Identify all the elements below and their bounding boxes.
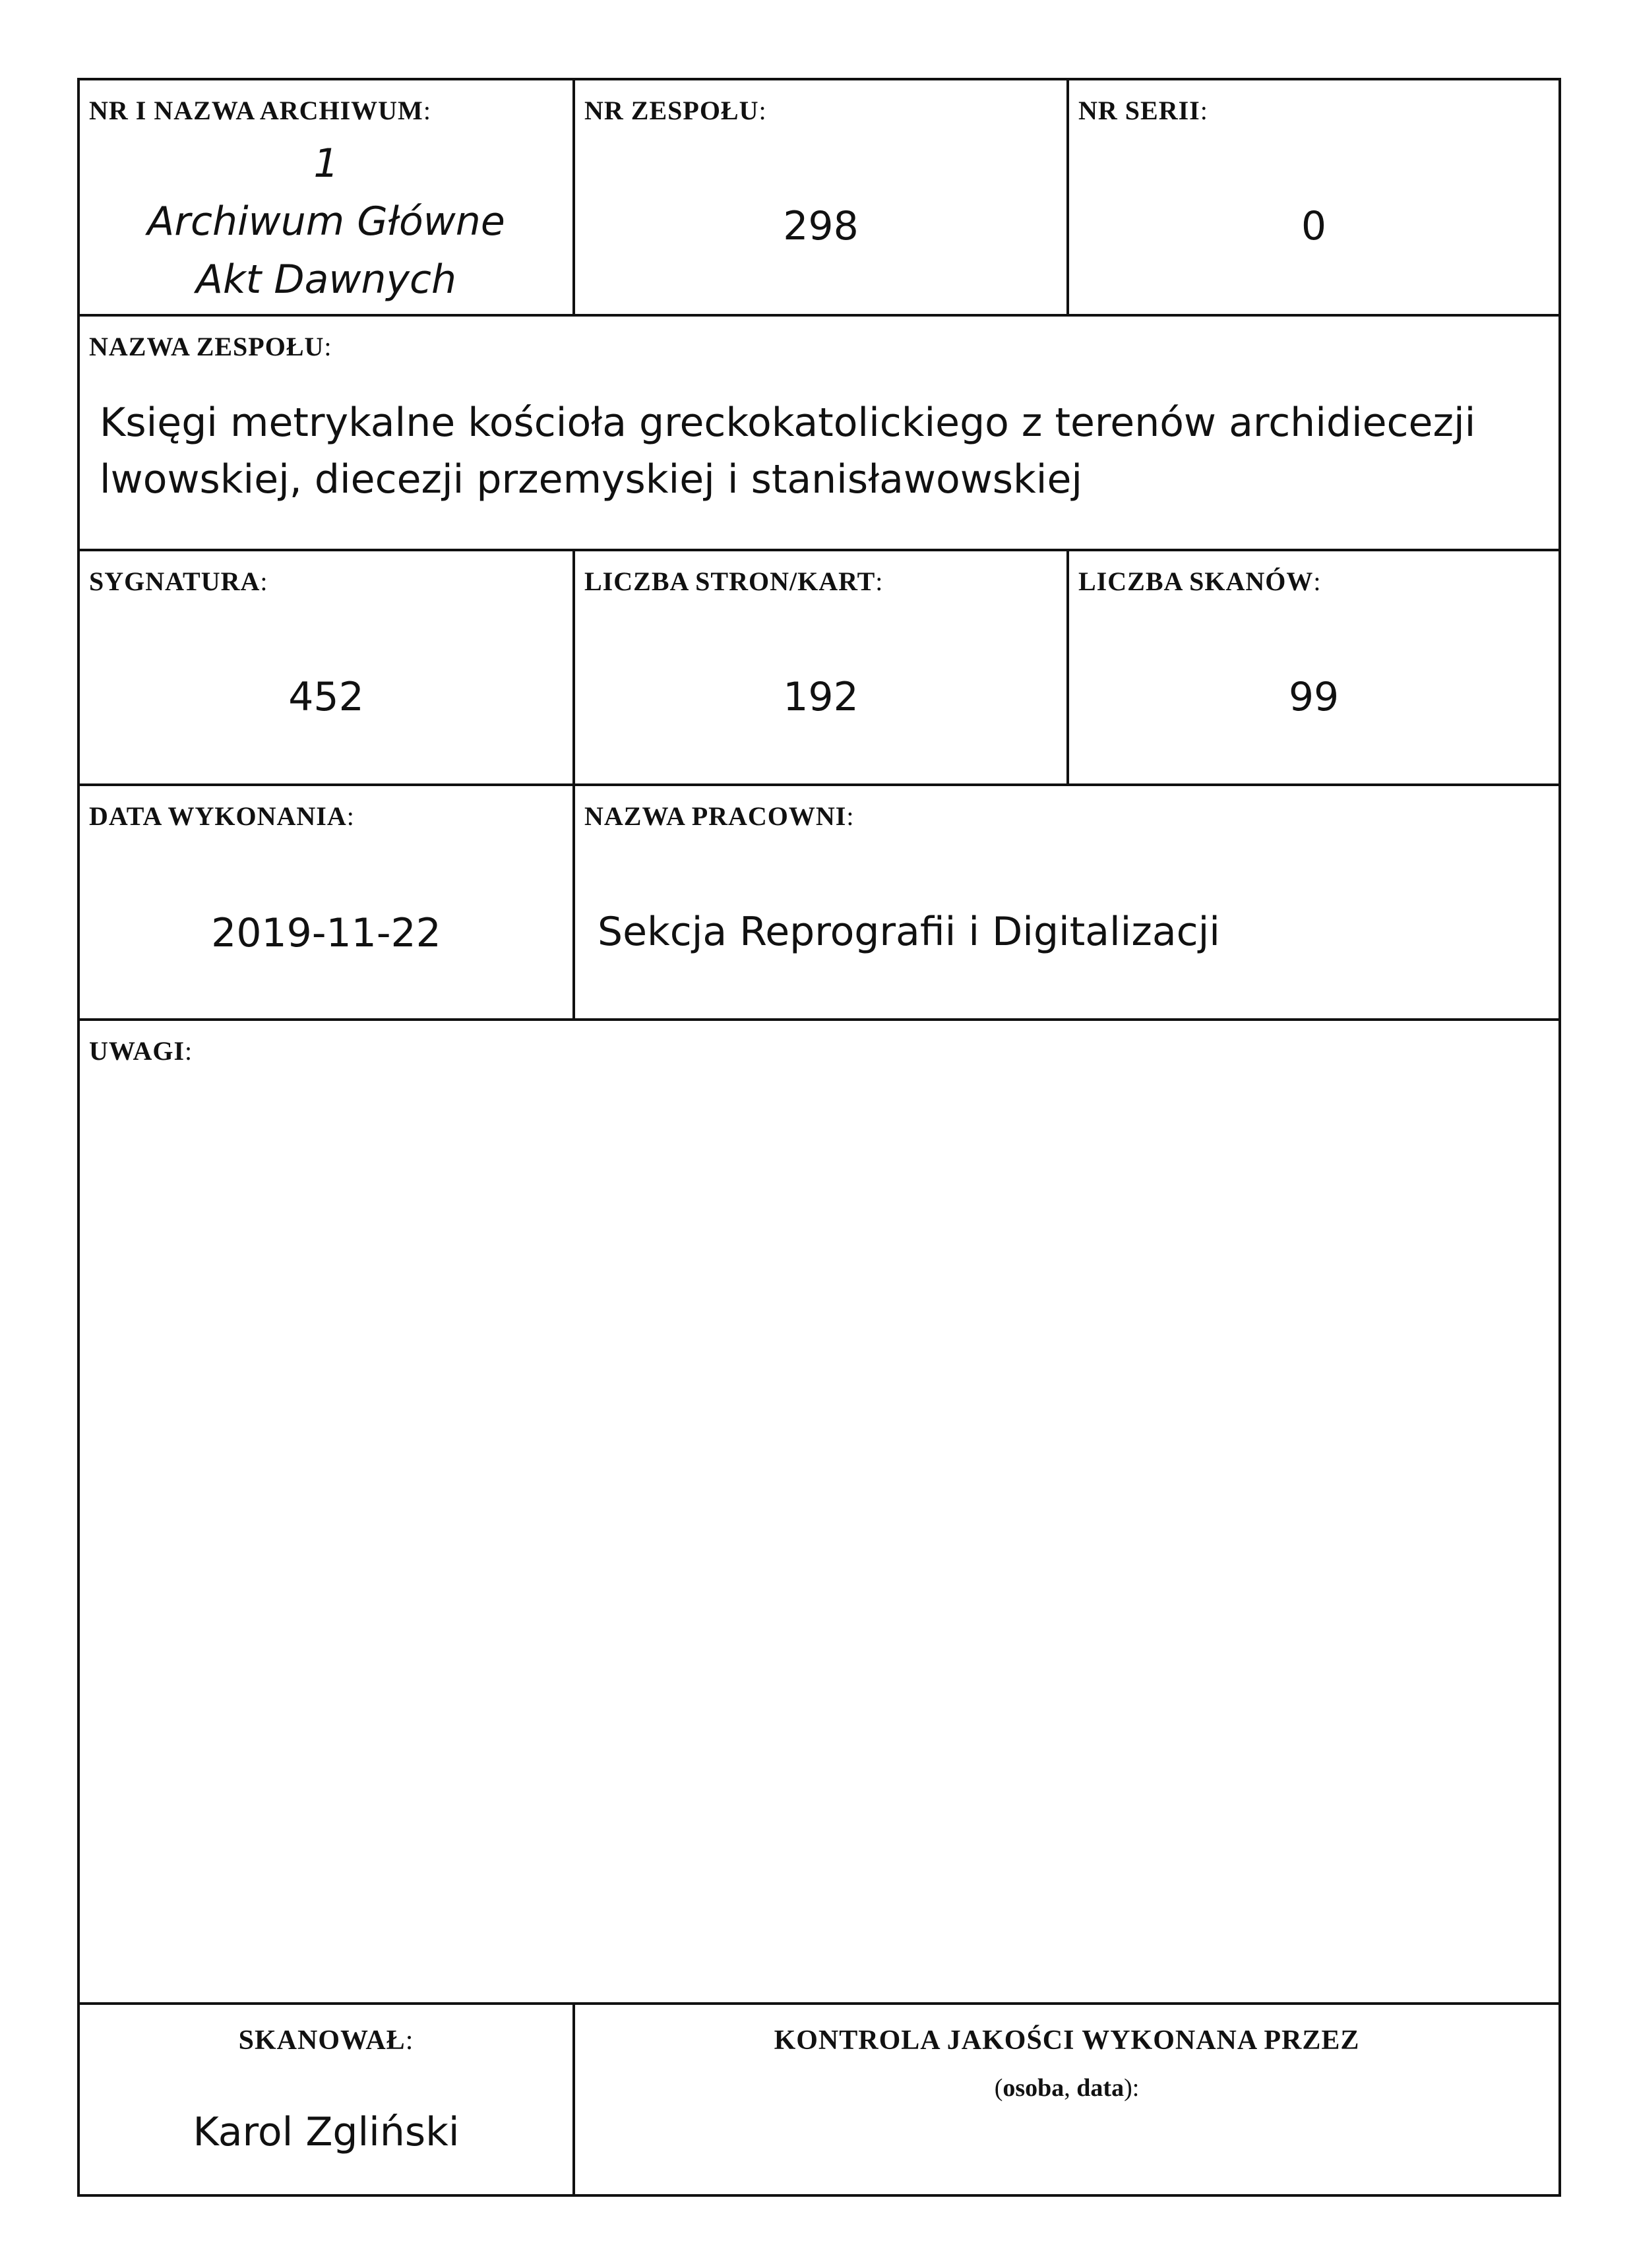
metadata-form	[77, 78, 1561, 2197]
signature-label: SYGNATURA:	[89, 567, 268, 596]
archive-value	[80, 135, 572, 309]
scans-count-label: LICZBA SKANÓW:	[1078, 567, 1322, 596]
fonds-name-value: Księgi metrykalne kościoła greckokatolickiego z terenów archidiecezji lwowskiej, diecezji przemyskiej i stanisławowskiej	[100, 400, 1476, 503]
execution-date-cell	[80, 786, 572, 1018]
archive-number: 1	[313, 140, 339, 187]
fonds-number-value: 298	[783, 203, 859, 249]
quality-control-cell	[575, 2005, 1558, 2194]
fonds-number-label: NR ZESPOŁU:	[584, 96, 767, 125]
fonds-name-cell	[80, 317, 1558, 549]
scans-count-cell	[1069, 551, 1558, 783]
workshop-value: Sekcja Reprografii i Digitalizacji	[598, 909, 1220, 955]
notes-cell	[80, 1021, 1558, 2002]
notes-label: UWAGI:	[89, 1036, 193, 1066]
scanned-by-label: SKANOWAŁ:	[238, 2025, 414, 2056]
fonds-number-cell	[575, 80, 1066, 314]
series-number-cell	[1069, 80, 1558, 314]
quality-control-subnote: (osoba, data):	[994, 2074, 1140, 2102]
quality-control-label: KONTROLA JAKOŚCI WYKONANA PRZEZ	[774, 2025, 1360, 2056]
execution-date-label: DATA WYKONANIA:	[89, 801, 355, 831]
archive-label: NR I NAZWA ARCHIWUM:	[89, 96, 431, 125]
pages-count-value: 192	[783, 674, 859, 720]
scans-count-value: 99	[1288, 674, 1340, 720]
archive-name-line2: Akt Dawnych	[196, 257, 456, 303]
execution-date-value: 2019-11-22	[211, 910, 441, 956]
pages-count-cell	[575, 551, 1066, 783]
archive-name-line1: Archiwum Główne	[147, 199, 505, 245]
signature-value: 452	[288, 674, 364, 720]
signature-cell	[80, 551, 572, 783]
scanned-by-cell	[80, 2005, 572, 2194]
workshop-cell	[575, 786, 1558, 1018]
series-number-label: NR SERII:	[1078, 96, 1208, 125]
fonds-name-label: NAZWA ZESPOŁU:	[89, 332, 332, 361]
workshop-label: NAZWA PRACOWNI:	[584, 801, 855, 831]
archive-cell	[80, 80, 572, 314]
series-number-value: 0	[1301, 203, 1327, 249]
pages-count-label: LICZBA STRON/KART:	[584, 567, 884, 596]
scanned-by-value: Karol Zgliński	[193, 2109, 460, 2155]
